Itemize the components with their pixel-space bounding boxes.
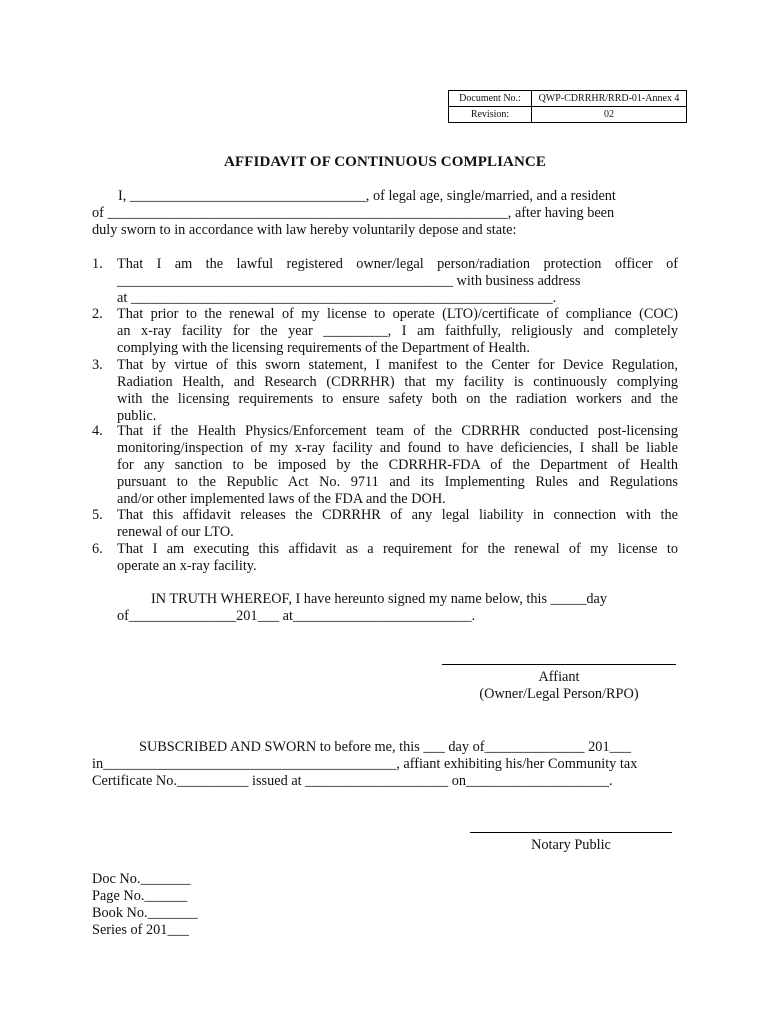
notary-signature-line — [470, 832, 672, 833]
series-field: Series of 201___ — [92, 922, 189, 938]
affiant-role: (Owner/Legal Person/RPO) — [479, 686, 639, 702]
document-number-value: QWP-CDRRHR/RRD-01-Annex 4 — [532, 91, 687, 107]
affiant-label: Affiant — [538, 669, 580, 685]
item-number: 4. — [92, 423, 103, 439]
book-no-field: Book No._______ — [92, 905, 198, 921]
sworn-line-2: in_________________________________________, affiant exhibiting his/her Community tax — [92, 756, 638, 772]
doc-no-field: Doc No._______ — [92, 871, 191, 887]
item-5-line-1: That this affidavit releases the CDRRHR of any legal liability in connection with the — [117, 507, 678, 523]
document-number-label: Document No.: — [449, 91, 532, 107]
truth-line-2: of_______________201___ at_________________________. — [117, 608, 476, 624]
item-3-line-4: public. — [117, 408, 157, 424]
affiant-signature-line — [442, 664, 676, 665]
item-1-line-1: That I am the lawful registered owner/legal person/radiation protection officer of — [117, 256, 678, 272]
page-no-field: Page No.______ — [92, 888, 188, 904]
notary-public-label: Notary Public — [531, 837, 611, 853]
item-4-line-1: That if the Health Physics/Enforcement team of the CDRRHR conducted post-licensing — [117, 423, 678, 439]
item-1-line-2: _______________________________________________ with business address — [117, 273, 581, 289]
item-2-line-2: an x-ray facility for the year _________, I am faithfully, religiously and completely — [117, 323, 678, 339]
item-3-line-1: That by virtue of this sworn statement, I manifest to the Center for Device Regulation, — [117, 357, 678, 373]
item-number: 2. — [92, 306, 103, 322]
item-6-line-2: operate an x-ray facility. — [117, 558, 257, 574]
item-2-line-3: complying with the licensing requirements of the Department of Health. — [117, 340, 530, 356]
item-4-line-4: pursuant to the Republic Act No. 9711 and its Implementing Rules and Regulations — [117, 474, 678, 490]
item-4-line-5: and/or other implemented laws of the FDA and the DOH. — [117, 491, 446, 507]
item-3-line-2: Radiation Health, and Research (CDRRHR) that my facility is continuously complying — [117, 374, 678, 390]
truth-line-1: IN TRUTH WHEREOF, I have hereunto signed my name below, this _____day — [151, 591, 608, 607]
item-1-line-3: at ___________________________________________________________. — [117, 290, 557, 306]
item-4-line-3: for any sanction to be imposed by the CDRRHR-FDA of the Department of Health — [117, 457, 678, 473]
intro-line-3: duly sworn to in accordance with law hereby voluntarily depose and state: — [92, 222, 517, 238]
revision-value: 02 — [532, 107, 687, 123]
item-number: 1. — [92, 256, 103, 272]
revision-row — [449, 107, 687, 123]
revision-label: Revision: — [449, 107, 532, 123]
item-6-line-1: That I am executing this affidavit as a requirement for the renewal of my license to — [117, 541, 678, 557]
document-number-row — [449, 91, 687, 107]
sworn-line-3: Certificate No.__________ issued at ____________________ on____________________. — [92, 773, 613, 789]
item-3-line-3: with the licensing requirements to ensure safety both on the radiation workers and the — [117, 391, 678, 407]
item-2-line-1: That prior to the renewal of my license to operate (LTO)/certificate of compliance (COC) — [117, 306, 678, 322]
item-5-line-2: renewal of our LTO. — [117, 524, 234, 540]
intro-line-1: I, _________________________________, of legal age, single/married, and a resident — [118, 188, 616, 204]
item-4-line-2: monitoring/inspection of my x-ray facility and found to have deficiencies, I shall be liable — [117, 440, 678, 456]
sworn-line-1: SUBSCRIBED AND SWORN to before me, this ___ day of______________ 201___ — [139, 739, 632, 755]
item-number: 3. — [92, 357, 103, 373]
item-number: 5. — [92, 507, 103, 523]
item-number: 6. — [92, 541, 103, 557]
document-title: AFFIDAVIT OF CONTINUOUS COMPLIANCE — [224, 154, 546, 170]
intro-line-2: of ________________________________________________________, after having been — [92, 205, 615, 221]
document-info-table — [448, 90, 687, 123]
